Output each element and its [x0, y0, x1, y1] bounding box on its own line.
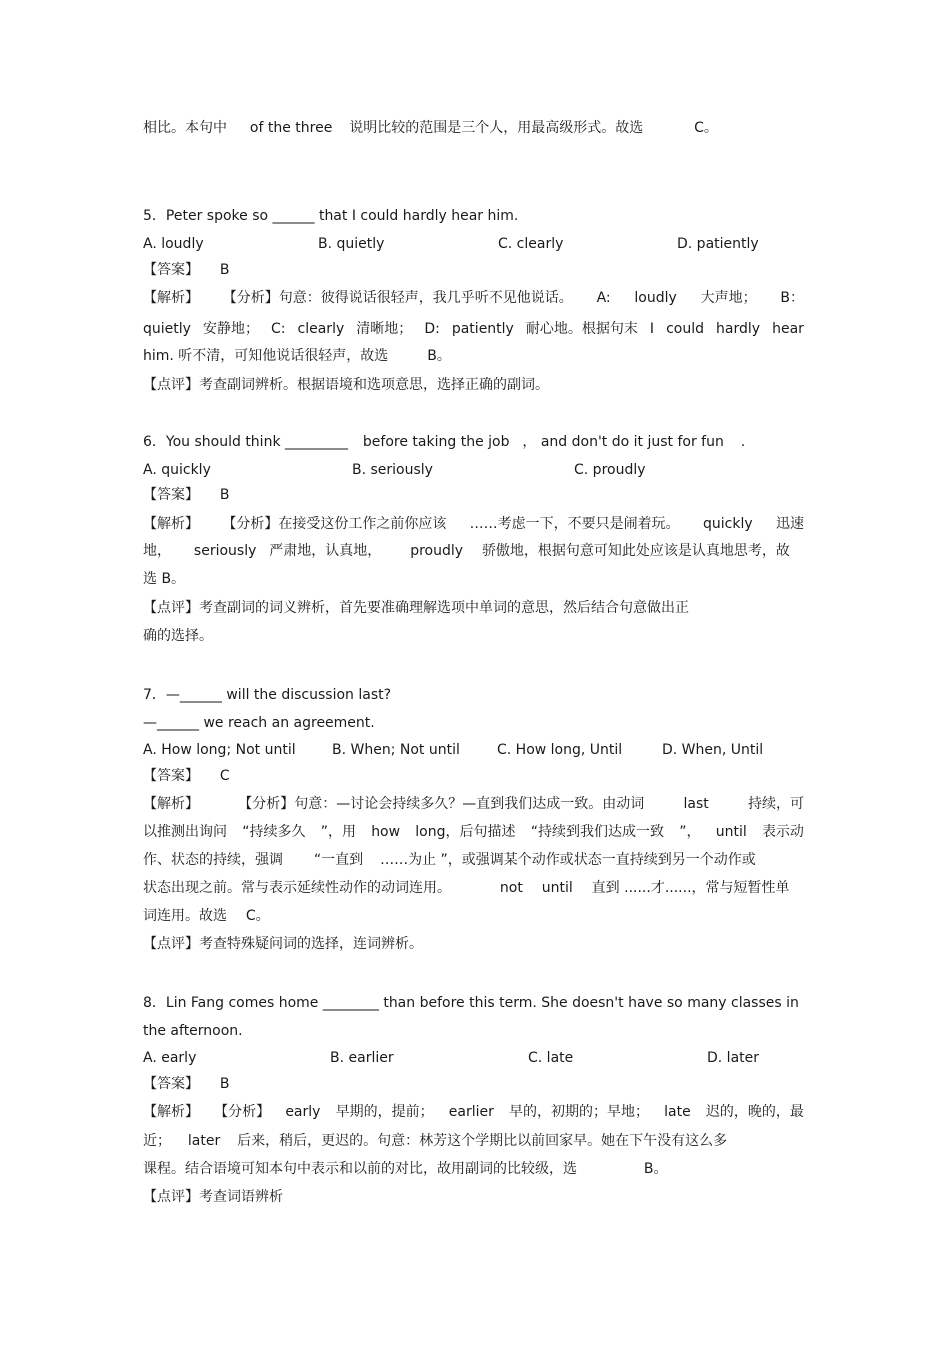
q5-option-b: B. quietly: [318, 236, 385, 252]
q5-option-d: D. patiently: [677, 236, 759, 252]
q8-stem-line-1: 8．Lin Fang comes home ________ than before this term. She doesn't have so many classes in: [143, 995, 799, 1011]
analysis-text: until: [715, 824, 747, 840]
analysis-text: 大声地；: [700, 290, 757, 306]
q6-option-c: C. proudly: [574, 462, 646, 478]
analysis-label: 【解析】: [143, 1104, 199, 1120]
analysis-text: 近；: [143, 1133, 171, 1149]
analysis-label: 【解析】: [143, 290, 199, 306]
analysis-text: 清晰地；: [356, 321, 413, 337]
analysis-answer: B。: [643, 1161, 668, 1177]
analysis-text: 【分析】在接受这份工作之前你应该: [222, 516, 447, 532]
analysis-text: ”，用: [320, 824, 356, 840]
q7-option-c: C. How long, Until: [497, 742, 623, 758]
intro-mid: 说明比较的范围是三个人，用最高级形式。故选: [349, 120, 644, 136]
q6-comment-line-2: 确的选择。: [143, 628, 213, 644]
q5-analysis-line-2: [143, 319, 804, 339]
analysis-text: “一直到: [313, 852, 364, 868]
analysis-text: 作、状态的持续，强调: [143, 852, 283, 868]
analysis-text: 持续，可: [747, 796, 804, 812]
analysis-text: early: [285, 1104, 321, 1120]
answer-value: C: [219, 768, 230, 784]
analysis-text: B：: [780, 290, 804, 306]
stem-text: before taking the job: [362, 434, 510, 450]
q5-analysis-line-1: [143, 288, 804, 308]
intro-line: [143, 118, 804, 138]
analysis-text: last: [683, 796, 709, 812]
analysis-text: how: [371, 824, 401, 840]
intro-en: of the three: [249, 120, 333, 136]
analysis-text: D:: [424, 321, 440, 337]
q7-option-a: A. How long; Not until: [143, 742, 296, 758]
analysis-text: ……考虑一下，不要只是闹着玩。: [469, 516, 680, 532]
analysis-text: loudly: [634, 290, 677, 306]
analysis-text: 安静地；: [202, 321, 259, 337]
analysis-text: A:: [596, 290, 611, 306]
analysis-text: 状态出现之前。常与表示延续性动作的动词连用。: [143, 880, 451, 896]
analysis-text: 后来，稍后，更迟的。句意：林芳这个学期比以前回家早。她在下午没有这么多: [237, 1133, 728, 1149]
analysis-text: proudly: [410, 543, 464, 559]
q5-option-c: C. clearly: [498, 236, 564, 252]
analysis-text: earlier: [448, 1104, 494, 1120]
analysis-text: ……为止: [380, 852, 437, 868]
q7-analysis-line-4: [143, 878, 804, 898]
intro-answer: C。: [694, 120, 718, 136]
q7-stem-line-1: 7．—______ will the discussion last?: [143, 687, 392, 703]
analysis-text: 【分析】: [214, 1104, 271, 1120]
stem-text: ，: [522, 434, 537, 450]
q8-analysis-line-2: [143, 1131, 804, 1151]
answer-label: 【答案】: [143, 262, 199, 278]
q5-comment: 【点评】考查副词辨析。根据语境和选项意思，选择正确的副词。: [143, 377, 549, 393]
q7-analysis-line-1: [143, 794, 804, 814]
stem-text: 6．You should think _________: [143, 434, 349, 450]
q6-option-b: B. seriously: [352, 462, 433, 478]
q7-comment: 【点评】考查特殊疑问词的选择，连词辨析。: [143, 936, 423, 952]
q6-analysis-line-1: [143, 514, 804, 534]
analysis-text: 迟的，晚的，最: [705, 1104, 804, 1120]
analysis-text: 耐心地。根据句末: [525, 321, 638, 337]
analysis-text: 以推测出询问: [143, 824, 227, 840]
stem-text: and don't do it just for fun: [540, 434, 724, 450]
analysis-text: patiently: [451, 321, 514, 337]
q8-option-d: D. later: [707, 1050, 760, 1066]
q7-option-b: B. When; Not until: [332, 742, 460, 758]
analysis-text: until: [541, 880, 573, 896]
analysis-text: hardly: [716, 321, 761, 337]
answer-value: B: [219, 262, 230, 278]
answer-value: B: [219, 1076, 230, 1092]
analysis-text: quietly: [143, 321, 191, 337]
q8-option-b: B. earlier: [330, 1050, 394, 1066]
analysis-text: “持续到我们达成一致: [530, 824, 664, 840]
analysis-label: 【解析】: [143, 516, 199, 532]
q8-analysis-line-1: [143, 1102, 804, 1122]
q7-answer: [143, 766, 804, 786]
analysis-text: 严肃地，认真地，: [269, 543, 382, 559]
analysis-text: him. 听不清，可知他说话很轻声，故选: [143, 348, 389, 364]
analysis-text: quickly: [702, 516, 753, 532]
q7-analysis-line-2: [143, 822, 804, 842]
q8-option-a: A. early: [143, 1050, 197, 1066]
analysis-text: 【分析】句意：—讨论会持续多久？—直到我们达成一致。由动词: [238, 796, 645, 812]
analysis-text: 词连用。故选: [143, 908, 227, 924]
analysis-text: 地，: [143, 543, 171, 559]
q8-stem-line-2: the afternoon.: [143, 1023, 243, 1039]
analysis-text: clearly: [297, 321, 345, 337]
q5-answer: [143, 260, 804, 280]
q5-analysis-line-3: [143, 346, 804, 366]
analysis-text: ”，: [679, 824, 701, 840]
analysis-text: 早的，初期的；早地；: [509, 1104, 650, 1120]
analysis-text: 迅速: [775, 516, 804, 532]
q5-option-a: A. loudly: [143, 236, 204, 252]
analysis-text: I: [649, 321, 655, 337]
intro-pre: 相比。本句中: [143, 120, 227, 136]
analysis-text: 课程。结合语境可知本句中表示和以前的对比，故用副词的比较级，选: [143, 1161, 577, 1177]
answer-value: B: [219, 487, 230, 503]
analysis-text: C:: [271, 321, 286, 337]
q7-analysis-line-5: [143, 906, 804, 926]
analysis-text: 【分析】句意：彼得说话很轻声，我几乎听不见他说话。: [222, 290, 573, 306]
analysis-answer: C。: [245, 908, 270, 924]
analysis-text: 早期的，提前；: [335, 1104, 434, 1120]
analysis-text: 表示动: [761, 824, 804, 840]
analysis-text: not: [499, 880, 523, 896]
q7-analysis-line-3: [143, 850, 804, 870]
analysis-text: 骄傲地，根据句意可知此处应该是认真地思考，故: [481, 543, 790, 559]
q8-answer: [143, 1074, 804, 1094]
q8-option-c: C. late: [528, 1050, 574, 1066]
analysis-text: seriously: [193, 543, 257, 559]
analysis-text: “持续多久: [242, 824, 306, 840]
q6-analysis-line-3: 选 B。: [143, 571, 186, 587]
analysis-answer: B。: [427, 348, 451, 364]
q6-option-a: A. quickly: [143, 462, 211, 478]
q6-comment-line-1: 【点评】考查副词的词义辨析，首先要准确理解选项中单词的意思，然后结合句意做出正: [143, 600, 689, 616]
answer-label: 【答案】: [143, 768, 199, 784]
q6-answer: [143, 485, 804, 505]
q7-option-d: D. When, Until: [662, 742, 764, 758]
analysis-text: could: [666, 321, 704, 337]
analysis-text: late: [664, 1104, 691, 1120]
analysis-text: later: [187, 1133, 221, 1149]
q8-analysis-line-3: [143, 1159, 804, 1179]
stem-text: .: [740, 434, 746, 450]
q6-analysis-line-2: [143, 541, 804, 561]
q6-stem: [143, 432, 804, 452]
analysis-text: 直到 ......才......，常与短暂性单: [591, 880, 790, 896]
analysis-label: 【解析】: [143, 796, 199, 812]
q7-stem-line-2: —______ we reach an agreement.: [143, 715, 375, 731]
q5-stem: 5．Peter spoke so ______ that I could hardly hear him.: [143, 208, 519, 224]
answer-label: 【答案】: [143, 1076, 199, 1092]
analysis-text: ”，或强调某个动作或状态一直持续到另一个动作或: [440, 852, 756, 868]
q8-comment: 【点评】考查词语辨析: [143, 1189, 283, 1205]
answer-label: 【答案】: [143, 487, 199, 503]
analysis-text: hear: [772, 321, 804, 337]
analysis-text: long，后句描述: [415, 824, 516, 840]
